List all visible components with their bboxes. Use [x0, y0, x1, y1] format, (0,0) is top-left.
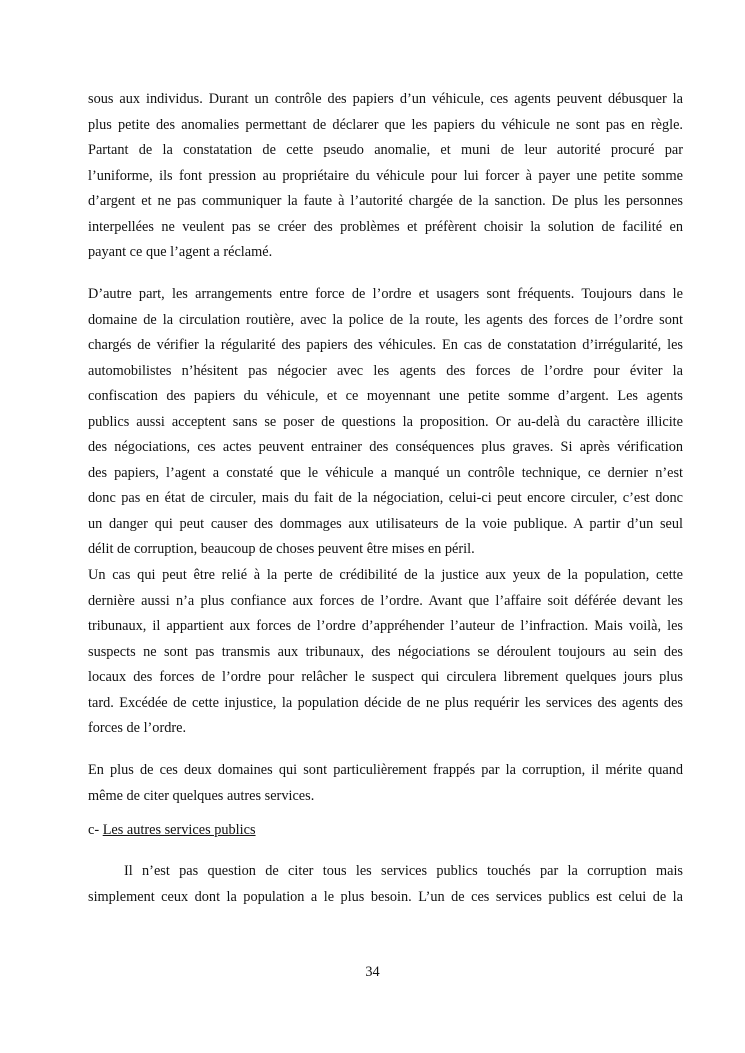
- text-line: Partant de la constatation de cette pseudo anomalie, et muni de leur autorité procuré par: [88, 142, 683, 158]
- text-line: tribunaux, il appartient aux forces de l’ordre d’appréhender l’auteur de l’infraction. Mais voilà, les: [88, 618, 683, 634]
- text-line: interpellées ne veulent pas se créer des problèmes et préfèrent choisir la solution de facilité en: [88, 218, 683, 235]
- paragraph-4: [88, 758, 683, 809]
- page-number: 34: [365, 964, 380, 980]
- text-line: domaine de la circulation routière, avec la police de la route, les agents des forces de l’ordre sont: [88, 311, 683, 328]
- paragraph-5: [88, 859, 683, 910]
- text-line: simplement ceux dont la population a le plus besoin. L’un de ces services publics est celui de la: [88, 888, 683, 905]
- heading-prefix: c-: [88, 822, 103, 838]
- text-line: délit de corruption, beaucoup de choses peuvent être mises en péril.: [88, 541, 475, 557]
- paragraph-3: [88, 563, 683, 742]
- heading-line: [88, 818, 683, 844]
- text-line: Il n’est pas question de citer tous les services publics touchés par la corruption mais: [124, 863, 683, 879]
- text-line: tard. Excédée de cette injustice, la population décide de ne plus requérir les services des agents des: [88, 694, 683, 711]
- text-line: payant ce que l’agent a réclamé.: [88, 244, 273, 260]
- text-line: D’autre part, les arrangements entre force de l’ordre et usagers sont fréquents. Toujours dans le: [88, 286, 683, 302]
- text-line: plus petite des anomalies permettant de déclarer que les papiers du véhicule ne sont pas en règle.: [88, 116, 683, 133]
- heading-title: Les autres services publics: [102, 822, 256, 838]
- paragraph-1: [88, 87, 683, 266]
- text-line: l’uniforme, ils font pression au propriétaire du véhicule pour lui forcer à payer une petite somme: [88, 167, 683, 184]
- text-line: des papiers, l’agent a constaté que le véhicule a manqué un contrôle technique, ce dernier n’est: [88, 464, 683, 481]
- text-line: Un cas qui peut être relié à la perte de crédibilité de la justice aux yeux de la population, cette: [88, 567, 683, 583]
- text-line: automobilistes n’hésitent pas négocier avec les agents des forces de l’ordre pour éviter la: [88, 362, 683, 379]
- text-line: dernière aussi n’a plus confiance aux forces de l’ordre. Avant que l’affaire soit déférée devant les: [88, 592, 683, 609]
- text-line: forces de l’ordre.: [88, 720, 187, 736]
- section-heading: [88, 818, 683, 844]
- text-line: d’argent et ne pas communiquer la faute à l’autorité chargée de la sanction. De plus les personnes: [88, 193, 683, 209]
- paragraph-2: [88, 282, 683, 563]
- text-line: un danger qui peut causer des dommages aux utilisateurs de la voie publique. A partir d’un seul: [88, 515, 683, 532]
- text-line: sous aux individus. Durant un contrôle des papiers d’un véhicule, ces agents peuvent débusquer la: [88, 91, 683, 107]
- text-line: des négociations, ces actes peuvent entrainer des conséquences plus graves. Si après vérification: [88, 439, 683, 455]
- text-line: locaux des forces de l’ordre pour relâcher le suspect qui circulera librement quelques jours plus: [88, 669, 683, 685]
- text-line: publics aussi acceptent sans se poser de questions la proposition. Or au-delà du caractère illicite: [88, 413, 683, 430]
- text-line: chargés de vérifier la régularité des papiers des véhicules. En cas de constatation d’irrégularité, les: [88, 337, 683, 353]
- text-line: donc pas en état de circuler, mais du fait de la négociation, celui-ci peut encore circuler, c’est donc: [88, 490, 683, 506]
- text-line: confiscation des papiers du véhicule, et ce moyennant une petite somme d’argent. Les agents: [88, 388, 683, 404]
- text-line: même de citer quelques autres services.: [88, 787, 315, 804]
- text-line: En plus de ces deux domaines qui sont particulièrement frappés par la corruption, il mérite quand: [88, 762, 683, 778]
- text-line: suspects ne sont pas transmis aux tribunaux, des négociations se déroulent toujours au sein des: [88, 643, 683, 660]
